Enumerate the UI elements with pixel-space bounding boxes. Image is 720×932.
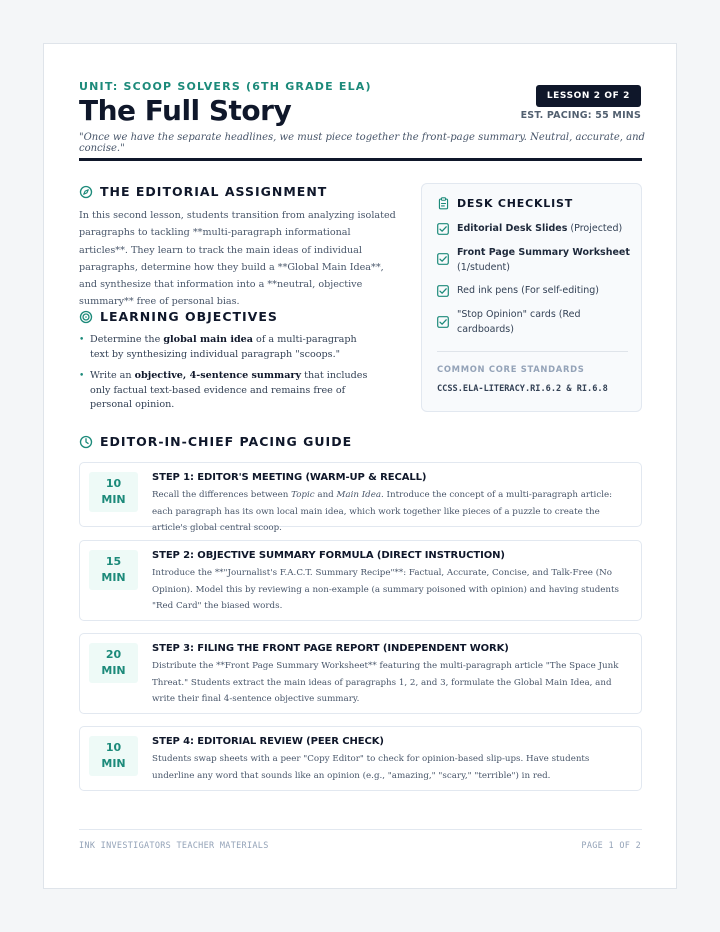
step-description: Students swap sheets with a peer "Copy Editor" to check for opinion-based slip-ups. Have students underline any word that sounds like an opinion (e.g., "amazing," "scary," "terrible") in red. — [152, 754, 590, 781]
clock-icon — [79, 435, 93, 449]
pacing-step-1 — [79, 462, 642, 533]
desk-checklist — [421, 183, 642, 412]
step-description: Introduce the **"Journalist's F.A.C.T. Summary Recipe"**: Factual, Accurate, Concise, and Talk-Free (No Opinion). Model this by reviewing a non-example (a summary poisoned with opinion) and having students "Red Card" the biased words. — [152, 568, 619, 611]
assignment-heading — [79, 184, 327, 199]
step-title: STEP 1: EDITOR'S MEETING (WARM-UP & RECALL) — [152, 472, 427, 483]
header-divider — [79, 158, 642, 161]
target-icon — [79, 310, 93, 324]
pacing-guide-heading-text: EDITOR-IN-CHIEF PACING GUIDE — [100, 434, 353, 449]
lesson-page — [43, 43, 677, 889]
objective-item: • Write an objective, 4-sentence summary that includes only factual text-based evidence and remains free of personal opinion. — [79, 369, 369, 413]
lesson-badge: LESSON 2 OF 2 — [536, 85, 641, 107]
pacing-estimate: EST. PACING: 55 MINS — [520, 110, 641, 121]
checkbox-checked-icon — [437, 223, 449, 235]
checklist-divider — [437, 351, 628, 352]
step-description: Distribute the **Front Page Summary Worksheet** featuring the multi-paragraph article "The Space Junk Threat." Students extract the main ideas of paragraphs 1, 2, and 3, formulate the Global Main Idea, and write their final 4-sentence objective summary. — [152, 661, 619, 704]
pacing-step-2 — [79, 540, 642, 621]
checklist-item: Front Page Summary Worksheet (1/student) — [437, 246, 637, 275]
step-duration: 15 MIN — [89, 550, 138, 590]
pacing-step-4 — [79, 726, 642, 791]
step-title: STEP 3: FILING THE FRONT PAGE REPORT (INDEPENDENT WORK) — [152, 643, 509, 654]
page-number: PAGE 1 OF 2 — [581, 841, 641, 851]
step-title: STEP 2: OBJECTIVE SUMMARY FORMULA (DIRECT INSTRUCTION) — [152, 550, 505, 561]
footer-source: INK INVESTIGATORS TEACHER MATERIALS — [79, 841, 269, 851]
clipboard-icon — [437, 197, 450, 210]
unit-label: UNIT: SCOOP SOLVERS (6TH GRADE ELA) — [79, 80, 372, 93]
checkbox-checked-icon — [437, 285, 449, 297]
checklist-heading-text: DESK CHECKLIST — [457, 197, 574, 210]
page-title: The Full Story — [79, 94, 292, 127]
checklist-heading — [437, 197, 573, 210]
step-duration: 10 MIN — [89, 736, 138, 776]
assignment-heading-text: THE EDITORIAL ASSIGNMENT — [100, 184, 328, 199]
checkbox-checked-icon — [437, 316, 449, 328]
pacing-guide-heading — [79, 434, 352, 449]
step-duration: 10 MIN — [89, 472, 138, 512]
intro-quote: "Once we have the separate headlines, we must piece together the front-page summary. Neutral, accurate, and concise." — [79, 132, 645, 154]
objectives-heading — [79, 309, 278, 324]
standards-label: COMMON CORE STANDARDS — [437, 364, 585, 374]
objectives-list — [79, 333, 369, 420]
compass-icon — [79, 185, 93, 199]
step-title: STEP 4: EDITORIAL REVIEW (PEER CHECK) — [152, 736, 384, 747]
assignment-text: In this second lesson, students transition from analyzing isolated paragraphs to tackling **multi-paragraph informational articles**. They learn to track the main ideas of individual paragraphs, determine how they build a **Global Main Idea**, and synthesize that information into a **neutral, objective summary** free of personal bias. — [79, 210, 396, 308]
objectives-heading-text: LEARNING OBJECTIVES — [100, 309, 278, 324]
checklist-item: "Stop Opinion" cards (Red cardboards) — [437, 308, 637, 337]
step-duration: 20 MIN — [89, 643, 138, 683]
checklist-item: Editorial Desk Slides (Projected) — [437, 222, 637, 237]
step-description: Recall the differences between Topic and Main Idea. Introduce the concept of a multi-paragraph article: each paragraph has its own local main idea, which work together like pieces of a puzzle to create the article's global central scoop. — [152, 490, 613, 533]
standards-value: CCSS.ELA-LITERACY.RI.6.2 & RI.6.8 — [437, 384, 608, 394]
objective-item: • Determine the global main idea of a multi-paragraph text by synthesizing individual paragraph "scoops." — [79, 333, 369, 362]
footer-divider — [79, 829, 642, 830]
checklist-item: Red ink pens (For self-editing) — [437, 284, 637, 299]
checkbox-checked-icon — [437, 253, 449, 265]
pacing-step-3 — [79, 633, 642, 714]
